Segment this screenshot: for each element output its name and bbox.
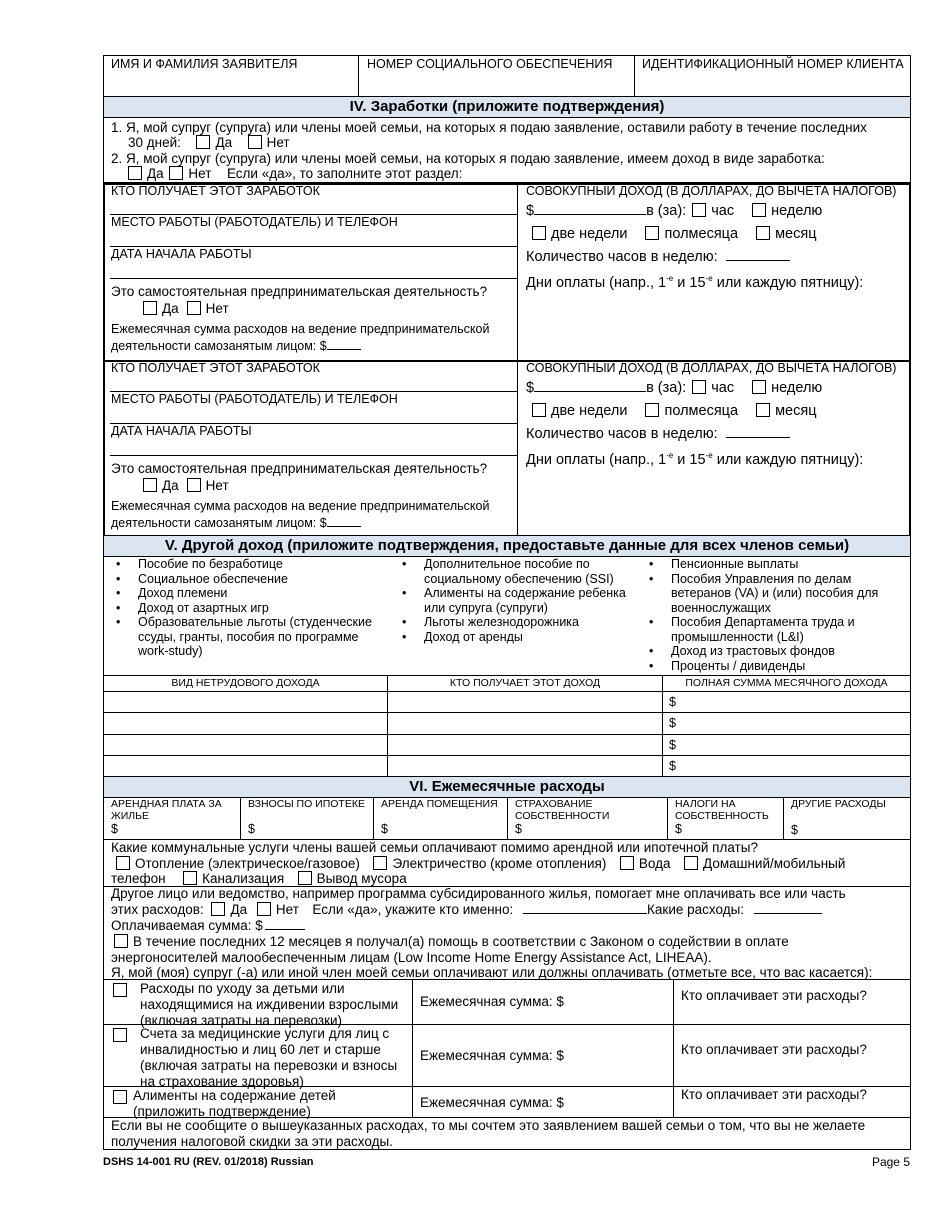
q1-no-label: Нет: [266, 135, 290, 150]
week-label: неделю: [771, 380, 823, 396]
sewer-label: Канализация: [202, 871, 285, 886]
unearned-amount-cell[interactable]: $: [669, 738, 676, 752]
q1-no-checkbox[interactable]: [248, 135, 262, 149]
semimonth-label: полмесяца: [664, 403, 739, 419]
month-checkbox[interactable]: [756, 226, 770, 240]
paid-amount-row: [111, 918, 305, 934]
list-item: • Доход из трастовых фондов: [643, 644, 905, 659]
paydays-sup1: -е: [666, 451, 674, 460]
assistance-row: [111, 902, 822, 918]
list-item: • Льготы железнодорожника: [396, 615, 628, 630]
assistance-no-label: Нет: [275, 902, 299, 917]
monthly-amount-label[interactable]: Ежемесячная сумма: $: [420, 1095, 564, 1110]
expense-type-label: Счета за медицинские услуги для лиц с инвалидностью и лиц 60 лет и старше (включая затраты на перевозки и взносы на страхование здоровья): [140, 1026, 398, 1089]
unearned-amount-cell[interactable]: $: [669, 759, 676, 773]
expense-cell-label: СТРАХОВАНИЕ СОБСТВЕННОСТИ: [515, 798, 610, 822]
electric-label: Электричество (кроме отопления): [392, 856, 607, 871]
income-list-col1: [110, 557, 380, 659]
gross-amount-field[interactable]: [534, 391, 646, 392]
garbage-checkbox[interactable]: [298, 871, 312, 885]
hour-checkbox[interactable]: [692, 380, 706, 394]
self-employment-row: [143, 478, 229, 494]
sewer-checkbox[interactable]: [183, 871, 197, 885]
paying-question: Я, мой (моя) супруг (-а) или иной член моей семьи оплачивают или должны оплачивать (отметьте все, что вас касается):: [111, 965, 873, 980]
expense-field[interactable]: [327, 526, 361, 527]
expense-cell-label: АРЕНДА ПОМЕЩЕНИЯ: [381, 798, 498, 810]
paydays-b: и 15: [673, 451, 706, 468]
self-no-checkbox[interactable]: [187, 478, 201, 492]
dollar-sign: $: [526, 380, 535, 396]
client-id-label: ИДЕНТИФИКАЦИОННЫЙ НОМЕР КЛИЕНТА: [642, 57, 904, 71]
water-checkbox[interactable]: [620, 856, 634, 870]
paid-amount-field[interactable]: [265, 929, 305, 930]
ssn-label: НОМЕР СОЦИАЛЬНОГО ОБЕСПЕЧЕНИЯ: [367, 57, 613, 71]
gross-amount-field[interactable]: [534, 214, 646, 215]
expense-cell-label: НАЛОГИ НА СОБСТВЕННОСТЬ: [675, 798, 769, 822]
q2-instruction: Если «да», то заполните этот раздел:: [226, 166, 463, 181]
list-item: • Пособие по безработице: [110, 557, 380, 572]
section-4-title: IV. Заработки (приложите подтверждения): [103, 96, 911, 118]
form-id: DSHS 14-001 RU (REV. 01/2018) Russian: [103, 1156, 314, 1168]
paydays-b: и 15: [673, 274, 706, 291]
liheaa-checkbox[interactable]: [114, 934, 128, 948]
list-item: • Пособия Департамента труда и промышленности (L&I): [643, 615, 905, 644]
self-no-checkbox[interactable]: [187, 301, 201, 315]
hour-label: час: [711, 203, 735, 219]
list-item: • Алименты на содержание ребенка или супруга (супруги): [396, 586, 628, 615]
hours-field[interactable]: [726, 437, 790, 438]
assistance-which-label: Какие расходы:: [647, 902, 745, 917]
biweek-checkbox[interactable]: [532, 226, 546, 240]
week-label: неделю: [771, 203, 823, 219]
question-1-text: 1. Я, мой супруг (супруга) или члены моей семьи, на которых я подаю заявление, оставили работу в течение последних: [111, 120, 867, 135]
expense-cell-label: АРЕНДНАЯ ПЛАТА ЗА ЖИЛЬЕ: [111, 798, 222, 822]
expense-type-row: [113, 1088, 405, 1120]
month-checkbox[interactable]: [756, 403, 770, 417]
expense-cell-label: ДРУГИЕ РАСХОДЫ: [791, 798, 886, 810]
hour-label: час: [711, 380, 735, 396]
paydays-a: Дни оплаты (напр., 1: [526, 274, 667, 291]
q2-yes-label: Да: [147, 166, 164, 181]
monthly-amount-label[interactable]: Ежемесячная сумма: $: [420, 994, 564, 1009]
notice-text-2: получения налоговой скидки за эти расходы.: [111, 1134, 393, 1149]
semimonth-checkbox[interactable]: [645, 226, 659, 240]
monthly-amount-label[interactable]: Ежемесячная сумма: $: [420, 1048, 564, 1063]
unearned-type-cell[interactable]: [104, 692, 387, 712]
applicant-name-field[interactable]: [104, 72, 357, 96]
who-pays-label[interactable]: Кто оплачивает эти расходы?: [681, 1042, 867, 1057]
unearned-amount-header: ПОЛНАЯ СУММА МЕСЯЧНОГО ДОХОДА: [685, 677, 888, 689]
hours-label: Количество часов в неделю:: [526, 249, 718, 265]
expense-type-row: [113, 1026, 405, 1090]
list-item: • Доход племени: [110, 586, 380, 601]
q2-yes-checkbox[interactable]: [128, 166, 142, 180]
start-date-field[interactable]: [110, 455, 517, 456]
self-employment-question: Это самостоятельная предпринимательская деятельность?: [111, 461, 488, 476]
week-checkbox[interactable]: [752, 203, 766, 217]
unearned-type-cell[interactable]: [104, 735, 387, 755]
gross-income-label: СОВОКУПНЫЙ ДОХОД (В ДОЛЛАРАХ, ДО ВЫЧЕТА НАЛОГОВ): [526, 361, 897, 375]
notice-text-1: Если вы не сообщите о вышеуказанных расходах, то мы сочтем это заявлением вашей семьи о том, что вы не желаете: [111, 1118, 866, 1133]
ssn-field[interactable]: [359, 72, 633, 96]
hours-row: [526, 425, 790, 443]
expense-cell-dollar[interactable]: $: [515, 822, 522, 836]
gross-amount-row: [526, 379, 822, 397]
heating-label: Отопление (электрическое/газовое): [135, 856, 360, 871]
applicant-name-label: ИМЯ И ФАМИЛИЯ ЗАЯВИТЕЛЯ: [111, 57, 298, 71]
assistance-yes-checkbox[interactable]: [211, 902, 225, 916]
paydays-a: Дни оплаты (напр., 1: [526, 451, 667, 468]
section-5-title: V. Другой доход (приложите подтверждения, предоставьте данные для всех членов семьи): [103, 535, 911, 557]
utilities-row-1: [116, 856, 845, 872]
month-label: месяц: [775, 403, 817, 419]
phone-label-b: телефон: [111, 871, 166, 886]
section-6-title: VI. Ежемесячные расходы: [103, 776, 911, 798]
expense-cell-dollar[interactable]: $: [248, 822, 255, 836]
heating-checkbox[interactable]: [116, 856, 130, 870]
gross-amount-row: [526, 202, 822, 220]
q2-no-label: Нет: [188, 166, 212, 181]
unearned-type-header: ВИД НЕТРУДОВОГО ДОХОДА: [171, 677, 320, 689]
paydays-c: или каждую пятницу):: [712, 451, 864, 468]
unearned-recipient-cell[interactable]: [388, 713, 662, 733]
expense-label-text: деятельности самозанятым лицом: $: [111, 339, 327, 353]
utilities-question: Какие коммунальные услуги члены вашей семьи оплачивают помимо арендной или ипотечной платы?: [111, 840, 758, 855]
per-label: в (за):: [646, 203, 687, 219]
list-item: • Пенсионные выплаты: [643, 557, 905, 572]
expense-cell-dollar[interactable]: $: [111, 822, 118, 836]
list-item: • Социальное обеспечение: [110, 572, 380, 587]
self-employment-row: [143, 301, 229, 317]
expense-label-text: деятельности самозанятым лицом: $: [111, 516, 327, 530]
table-row: [104, 756, 910, 776]
expense-type-checkbox[interactable]: [113, 983, 127, 997]
week-checkbox[interactable]: [752, 380, 766, 394]
unearned-amount-cell[interactable]: $: [669, 716, 676, 730]
q1-yes-label: Да: [215, 135, 233, 150]
hour-checkbox[interactable]: [692, 203, 706, 217]
list-item: • Доход от аренды: [396, 630, 628, 645]
expense-field[interactable]: [327, 349, 361, 350]
expense-cell-dollar[interactable]: $: [381, 822, 388, 836]
frequency-row: [532, 225, 817, 243]
frequency-row: [532, 402, 817, 420]
biweek-checkbox[interactable]: [532, 403, 546, 417]
employer-label: МЕСТО РАБОТЫ (РАБОТОДАТЕЛЬ) И ТЕЛЕФОН: [111, 392, 398, 406]
start-date-label: ДАТА НАЧАЛА РАБОТЫ: [111, 247, 252, 261]
liheaa-text: В течение последних 12 месяцев я получал(а) помощь в соответствии с Законом о содействии в оплате: [133, 934, 789, 949]
expense-type-label: Расходы по уходу за детьми или находящимися на иждивении взрослыми (включая затраты на перевозки): [140, 981, 399, 1028]
assistance-which-field[interactable]: [754, 913, 822, 914]
q2-no-checkbox[interactable]: [169, 166, 183, 180]
expense-label-2: [111, 516, 361, 531]
who-pays-label[interactable]: Кто оплачивает эти расходы?: [681, 988, 867, 1003]
start-date-field[interactable]: [110, 278, 517, 279]
expense-label-1: Ежемесячная сумма расходов на ведение предпринимательской: [111, 322, 490, 336]
expense-type-row: [113, 981, 405, 1029]
self-yes-label: Да: [162, 301, 179, 316]
hours-field[interactable]: [726, 260, 790, 261]
list-item: • Пособия Управления по делам ветеранов (VA) и (или) пособия для военнослужащих: [643, 572, 905, 616]
table-row: [104, 692, 910, 712]
paydays-row: [526, 270, 863, 292]
unearned-recipient-cell[interactable]: [388, 692, 662, 712]
self-yes-checkbox[interactable]: [143, 301, 157, 315]
unearned-recipient-cell[interactable]: [388, 756, 662, 776]
question-2-text: 2. Я, мой супруг (супруга) или члены моей семьи, на которых я подаю заявление, имеем доход в виде заработка:: [111, 151, 825, 166]
unearned-type-cell[interactable]: [104, 756, 387, 776]
question-1-suffix: 30 дней:: [128, 135, 181, 150]
hours-row: [526, 248, 790, 266]
self-yes-label: Да: [162, 478, 179, 493]
unearned-recipient-header: КТО ПОЛУЧАЕТ ЭТОТ ДОХОД: [449, 677, 601, 689]
earner-label: КТО ПОЛУЧАЕТ ЭТОТ ЗАРАБОТОК: [111, 184, 320, 198]
paydays-sup1: -е: [666, 274, 674, 283]
electric-checkbox[interactable]: [373, 856, 387, 870]
paydays-c: или каждую пятницу):: [712, 274, 864, 291]
question-2-row: [128, 166, 462, 182]
expense-label-2: [111, 339, 361, 354]
liheaa-text-2: энергоносителей малообеспеченным лицам (Low Income Home Energy Assistance Act, LIHEAA).: [111, 950, 712, 965]
unearned-recipient-cell[interactable]: [388, 735, 662, 755]
paid-amount-label: Оплачиваемая сумма: $: [111, 918, 263, 933]
per-label: в (за):: [646, 380, 687, 396]
self-employment-question: Это самостоятельная предпринимательская деятельность?: [111, 284, 488, 299]
table-row: [104, 735, 910, 755]
list-item: • Образовательные льготы (студенческие ссуды, гранты, пособия по программе work-study): [110, 615, 380, 659]
water-label: Вода: [638, 856, 671, 871]
liheaa-row: [114, 934, 789, 950]
income-list-col2: [396, 557, 628, 644]
q1-yes-checkbox[interactable]: [196, 135, 210, 149]
paydays-sup2: -е: [705, 274, 713, 283]
assistance-who-field[interactable]: [523, 913, 647, 914]
phone-label-a: Домашний/мобильный: [703, 856, 846, 871]
earner-label: КТО ПОЛУЧАЕТ ЭТОТ ЗАРАБОТОК: [111, 361, 320, 375]
garbage-label: Вывод мусора: [316, 871, 407, 886]
month-label: месяц: [775, 226, 817, 242]
paydays-row: [526, 447, 863, 469]
gross-income-label: СОВОКУПНЫЙ ДОХОД (В ДОЛЛАРАХ, ДО ВЫЧЕТА НАЛОГОВ): [526, 184, 897, 198]
expense-type-checkbox[interactable]: [113, 1028, 127, 1042]
list-item: • Проценты / дивиденды: [643, 659, 905, 674]
unearned-type-cell[interactable]: [104, 713, 387, 733]
assistance-no-checkbox[interactable]: [257, 902, 271, 916]
self-no-label: Нет: [205, 301, 229, 316]
table-row: [104, 713, 910, 733]
utilities-row-2: [111, 871, 407, 887]
self-yes-checkbox[interactable]: [143, 478, 157, 492]
expense-cell-dollar[interactable]: $: [675, 822, 682, 836]
biweek-label: две недели: [551, 226, 628, 242]
dollar-sign: $: [526, 203, 535, 219]
assistance-question: Другое лицо или ведомство, например программа субсидированного жилья, помогает мне оплачивать все или часть: [111, 886, 846, 901]
assistance-suffix: этих расходов:: [111, 902, 204, 917]
list-item: • Дополнительное пособие по социальному обеспечению (SSI): [396, 557, 628, 586]
hours-label: Количество часов в неделю:: [526, 426, 718, 442]
semimonth-checkbox[interactable]: [645, 403, 659, 417]
expense-type-label: Алименты на содержание детей (приложить подтверждение): [133, 1088, 336, 1119]
income-list-col3: [643, 557, 905, 673]
client-id-field[interactable]: [635, 72, 910, 96]
phone-checkbox[interactable]: [684, 856, 698, 870]
list-item: • Доход от азартных игр: [110, 601, 380, 616]
expense-cell-label: ВЗНОСЫ ПО ИПОТЕКЕ: [248, 798, 365, 810]
employer-label: МЕСТО РАБОТЫ (РАБОТОДАТЕЛЬ) И ТЕЛЕФОН: [111, 215, 398, 229]
self-no-label: Нет: [205, 478, 229, 493]
unearned-amount-cell[interactable]: $: [669, 695, 676, 709]
semimonth-label: полмесяца: [664, 226, 739, 242]
expense-cell-dollar[interactable]: $: [791, 823, 798, 837]
page-number: Page 5: [871, 1155, 910, 1169]
question-1-row: [128, 135, 290, 151]
paydays-sup2: -е: [705, 451, 713, 460]
assistance-yes-label: Да: [230, 902, 248, 917]
expense-label-1: Ежемесячная сумма расходов на ведение предпринимательской: [111, 499, 490, 513]
biweek-label: две недели: [551, 403, 628, 419]
start-date-label: ДАТА НАЧАЛА РАБОТЫ: [111, 424, 252, 438]
who-pays-label[interactable]: Кто оплачивает эти расходы?: [681, 1087, 867, 1102]
expense-type-checkbox[interactable]: [113, 1090, 127, 1104]
assistance-who-label: Если «да», укажите кто именно:: [312, 902, 514, 917]
